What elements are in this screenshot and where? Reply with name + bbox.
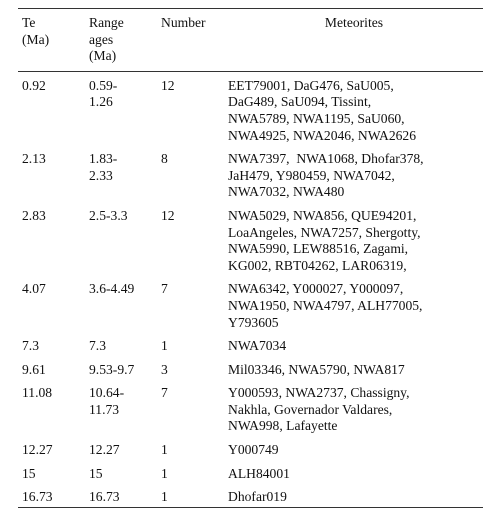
cell-meteorites-line: Y000749 xyxy=(228,442,279,458)
cell-te: 9.61 xyxy=(22,361,46,377)
cell-meteorites-line: JaH479, Y980459, NWA7042, xyxy=(228,167,395,183)
table-row xyxy=(18,483,483,507)
cell-meteorites-line: KG002, RBT04262, LAR06319, xyxy=(228,257,407,273)
header-number-line: Number xyxy=(161,15,206,30)
table-row xyxy=(18,379,483,436)
cell-range-line: 0.59- xyxy=(89,77,118,93)
cell-te: 2.83 xyxy=(22,207,46,223)
cell-range xyxy=(85,275,157,332)
cell-te: 4.07 xyxy=(22,281,46,297)
cell-meteorites-line: Y793605 xyxy=(228,314,279,330)
cell-meteorites xyxy=(225,71,483,145)
cell-meteorites xyxy=(225,356,483,380)
cell-meteorites xyxy=(225,332,483,356)
cell-range xyxy=(85,379,157,436)
cell-meteorites-line: EET79001, DaG476, SaU005, xyxy=(228,77,394,93)
header-range-line: (Ma) xyxy=(89,48,117,64)
cell-meteorites-line: NWA6342, Y000027, Y000097, xyxy=(228,281,404,297)
cell-meteorites-line: Y000593, NWA2737, Chassigny, xyxy=(228,385,410,401)
cell-meteorites-line: NWA5789, NWA1195, SaU060, xyxy=(228,110,405,126)
cell-number: 7 xyxy=(161,281,168,297)
cell-meteorites-line: NWA7034 xyxy=(228,338,287,354)
header-te xyxy=(18,9,85,72)
cell-meteorites xyxy=(225,483,483,507)
cell-number: 1 xyxy=(157,483,225,507)
header-meteorites xyxy=(225,9,483,72)
cell-range xyxy=(85,460,157,484)
cell-meteorites xyxy=(225,379,483,436)
cell-range-line: 2.5-3.3 xyxy=(89,207,128,223)
table-row xyxy=(18,356,483,380)
cell-number: 3 xyxy=(161,361,168,377)
cell-range-line: 15 xyxy=(89,465,103,481)
cell-number: 8 xyxy=(161,151,168,167)
cell-range-line: 3.6-4.49 xyxy=(89,281,135,297)
cell-number: 12 xyxy=(161,207,175,223)
cell-meteorites xyxy=(225,202,483,275)
header-row xyxy=(18,9,483,72)
cell-range-line: 11.73 xyxy=(89,401,120,417)
header-te-line: (Ma) xyxy=(22,31,50,47)
cell-number: 7 xyxy=(161,385,168,401)
cell-meteorites-line: Mil03346, NWA5790, NWA817 xyxy=(228,361,405,377)
cell-meteorites-line: NWA7397, NWA1068, Dhofar378, xyxy=(228,151,424,167)
table-row xyxy=(18,71,483,145)
cell-te: 12.27 xyxy=(22,442,53,458)
cell-range-line: 10.64- xyxy=(89,385,125,401)
cell-range xyxy=(85,436,157,460)
cell-range-line: 2.33 xyxy=(89,167,113,183)
cell-range xyxy=(85,202,157,275)
header-range-line: Range xyxy=(89,15,124,30)
cell-te: 16.73 xyxy=(18,483,85,507)
cell-number: 1 xyxy=(161,338,168,354)
cell-number: 12 xyxy=(161,77,175,93)
cell-range xyxy=(85,71,157,145)
cell-range-line: 12.27 xyxy=(89,442,120,458)
table-row xyxy=(18,436,483,460)
table-row xyxy=(18,145,483,202)
table-row xyxy=(18,460,483,484)
table-row xyxy=(18,275,483,332)
header-meteorites-line: Meteorites xyxy=(324,15,384,30)
cell-meteorites-line: NWA998, Lafayette xyxy=(228,418,338,434)
cell-te: 7.3 xyxy=(22,338,39,354)
cell-meteorites xyxy=(225,460,483,484)
cell-te: 2.13 xyxy=(22,151,46,167)
cell-range-line: 1.26 xyxy=(89,94,113,110)
table-row xyxy=(18,332,483,356)
cell-te: 11.08 xyxy=(22,385,53,401)
cell-meteorites-line: NWA4925, NWA2046, NWA2626 xyxy=(228,127,417,143)
cell-meteorites-line: NWA1950, NWA4797, ALH77005, xyxy=(228,297,423,313)
cell-range-line: 7.3 xyxy=(89,338,106,354)
table-body xyxy=(18,71,483,507)
cell-meteorites-line: LoaAngeles, NWA7257, Shergotty, xyxy=(228,224,421,240)
cell-te: 15 xyxy=(22,465,36,481)
cell-number: 1 xyxy=(161,465,168,481)
meteorite-age-table xyxy=(18,8,483,508)
cell-range-line: 9.53-9.7 xyxy=(89,361,135,377)
header-range xyxy=(85,9,157,72)
cell-meteorites-line: ALH84001 xyxy=(228,465,290,481)
header-number xyxy=(157,9,225,72)
meteorite-age-table-container xyxy=(18,8,483,508)
table-header xyxy=(18,9,483,72)
cell-range xyxy=(85,356,157,380)
cell-range xyxy=(85,483,157,507)
cell-meteorites xyxy=(225,436,483,460)
cell-meteorites-line: NWA7032, NWA480 xyxy=(228,184,345,200)
cell-meteorites-line: Nakhla, Governador Valdares, xyxy=(228,401,393,417)
cell-meteorites xyxy=(225,275,483,332)
cell-range xyxy=(85,332,157,356)
header-range-line: ages xyxy=(89,31,114,47)
cell-meteorites-line: DaG489, SaU094, Tissint, xyxy=(228,94,372,110)
cell-meteorites-line: NWA5990, LEW88516, Zagami, xyxy=(228,241,409,257)
cell-meteorites-line: Dhofar019 xyxy=(228,489,287,505)
cell-te: 0.92 xyxy=(22,77,46,93)
cell-number: 1 xyxy=(161,442,168,458)
cell-meteorites-line: NWA5029, NWA856, QUE94201, xyxy=(228,207,417,223)
table-row xyxy=(18,202,483,275)
cell-meteorites xyxy=(225,145,483,202)
cell-range-line: 1.83- xyxy=(89,151,118,167)
cell-range-line: 16.73 xyxy=(89,489,120,505)
cell-range xyxy=(85,145,157,202)
header-te-line: Te xyxy=(22,15,36,30)
